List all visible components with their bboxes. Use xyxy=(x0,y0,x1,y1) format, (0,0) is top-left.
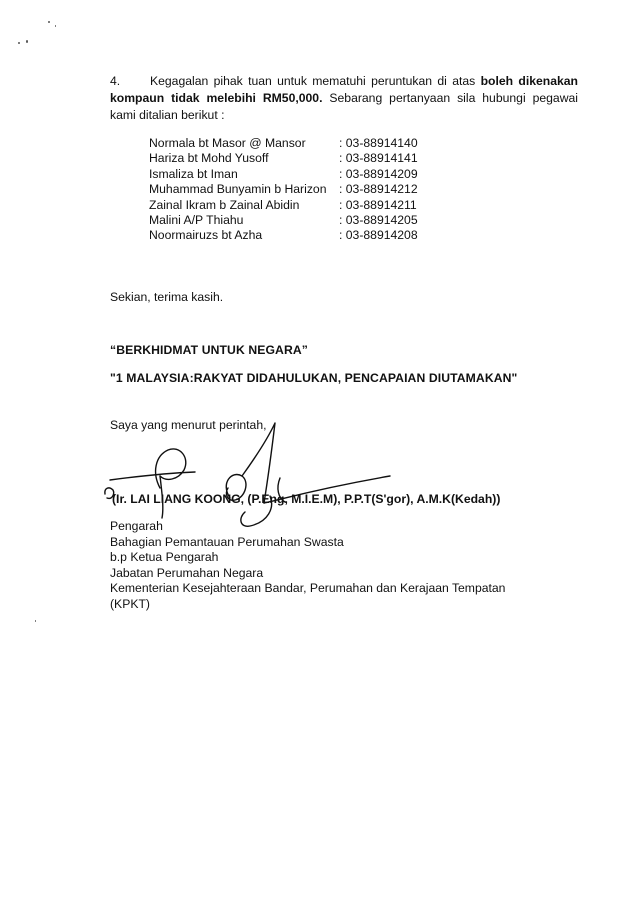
contact-phone: : 03-88914211 xyxy=(339,197,417,212)
contact-phone: : 03-88914208 xyxy=(339,228,418,243)
contact-phone: : 03-88914205 xyxy=(339,213,418,228)
signer-ministry-abbr: (KPKT) xyxy=(110,596,150,611)
contact-name: Normala bt Masor @ Mansor xyxy=(149,136,306,150)
closing-line: Sekian, terima kasih. xyxy=(110,290,224,304)
signer-title: Pengarah xyxy=(110,519,163,533)
handwritten-signature xyxy=(100,418,400,533)
contact-row xyxy=(149,213,418,228)
signer-ministry: Kementerian Kesejahteraan Bandar, Perumahan dan Kerajaan Tempatan xyxy=(110,581,506,596)
paragraph-text-2: Sebarang pertanyaan sila hubungi pegawai kami ditalian berikut : xyxy=(110,91,578,122)
signer-details xyxy=(110,519,505,613)
motto-berkhidmat: “BERKHIDMAT UNTUK NEGARA” xyxy=(110,343,308,357)
contact-phone: : 03-88914140 xyxy=(339,136,418,150)
contact-phone: : 03-88914212 xyxy=(339,182,418,197)
contact-name: Zainal Ikram b Zainal Abidin xyxy=(149,197,300,212)
contact-row xyxy=(149,167,418,182)
signer-name: (Ir. LAI LIANG KOONG, (P.Eng, M.I.E.M), P.P.T(S'gor), A.M.K(Kedah)) xyxy=(112,492,501,506)
paragraph-4 xyxy=(110,73,578,124)
contact-name: Malini A/P Thiahu xyxy=(149,213,244,228)
contact-row xyxy=(149,151,418,166)
scan-speck xyxy=(48,21,50,23)
contact-row xyxy=(149,182,418,197)
contact-name: Ismaliza bt Iman xyxy=(149,166,238,181)
motto-1malaysia: "1 MALAYSIA:RAKYAT DIDAHULUKAN, PENCAPAIAN DIUTAMAKAN" xyxy=(110,371,518,385)
contact-name: Noormairuzs bt Azha xyxy=(149,228,263,243)
scan-speck xyxy=(26,40,28,43)
scan-speck xyxy=(35,620,36,622)
contact-name: Hariza bt Mohd Yusoff xyxy=(149,151,269,166)
paragraph-text-1: Kegagalan pihak tuan untuk mematuhi peruntukan di atas xyxy=(150,74,481,88)
signer-department: Jabatan Perumahan Negara xyxy=(110,565,264,580)
saya-line: Saya yang menurut perintah, xyxy=(110,418,267,432)
contact-list xyxy=(149,136,418,244)
paragraph-number: 4. xyxy=(110,74,121,88)
contact-phone: : 03-88914141 xyxy=(339,151,418,166)
contact-phone: : 03-88914209 xyxy=(339,166,418,181)
signer-bp: b.p Ketua Pengarah xyxy=(110,550,219,565)
contact-row xyxy=(149,228,418,243)
paragraph-bold-text: boleh dikenakan kompaun tidak melebihi RM50,000. xyxy=(110,74,578,105)
signer-division: Bahagian Pemantauan Perumahan Swasta xyxy=(110,534,344,549)
contact-name: Muhammad Bunyamin b Harizon xyxy=(149,182,327,197)
scan-speck xyxy=(55,25,56,27)
scan-speck xyxy=(18,42,20,44)
contact-row xyxy=(149,198,418,213)
contact-row xyxy=(149,136,418,151)
